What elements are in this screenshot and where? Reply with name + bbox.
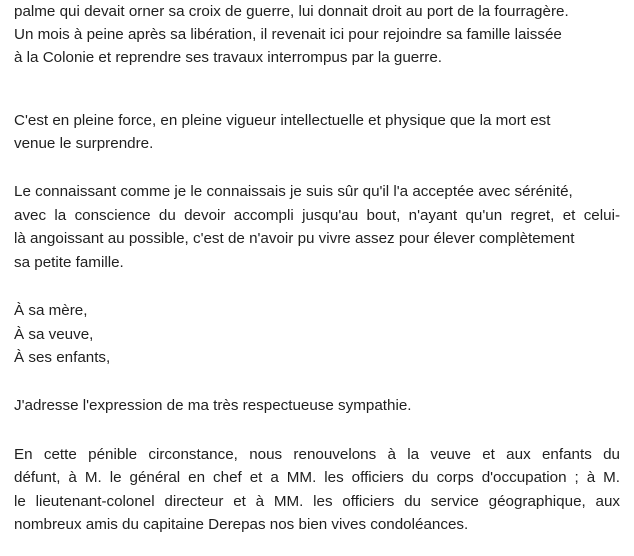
salutation-line: À sa mère, (14, 302, 88, 319)
text-line: En cette pénible circonstance, nous renouvelons à la veuve et aux enfants du (14, 446, 620, 463)
text-line: là angoissant au possible, c'est de n'avoir pu vivre assez pour élever complètement (14, 230, 575, 247)
text-line: à la Colonie et reprendre ses travaux interrompus par la guerre. (14, 49, 443, 66)
text-line: nombreux amis du capitaine Derepas nos bien vives condoléances. (14, 516, 469, 533)
text-line: Un mois à peine après sa libération, il revenait ici pour rejoindre sa famille laissée (14, 26, 562, 43)
salutation-line: À sa veuve, (14, 326, 94, 343)
text-line: Le connaissant comme je le connaissais je suis sûr qu'il l'a acceptée avec sérénité, (14, 183, 573, 200)
text-line: le lieutenant-colonel directeur et à MM. les officiers du service géographique, aux (14, 493, 620, 510)
text-line: J'adresse l'expression de ma très respectueuse sympathie. (14, 397, 412, 414)
text-line: sa petite famille. (14, 254, 124, 271)
text-line: défunt, à M. le général en chef et a MM. les officiers du corps d'occupation ; à M. (14, 469, 620, 486)
text-line: venue le surprendre. (14, 135, 154, 152)
text-line: C'est en pleine force, en pleine vigueur intellectuelle et physique que la mort est (14, 112, 551, 129)
salutation-line: À ses enfants, (14, 349, 111, 366)
text-line: avec la conscience du devoir accompli jusqu'au bout, n'ayant qu'un regret, et celui- (14, 207, 620, 224)
text-line: palme qui devait orner sa croix de guerre, lui donnait droit au port de la fourragère. (14, 3, 569, 20)
